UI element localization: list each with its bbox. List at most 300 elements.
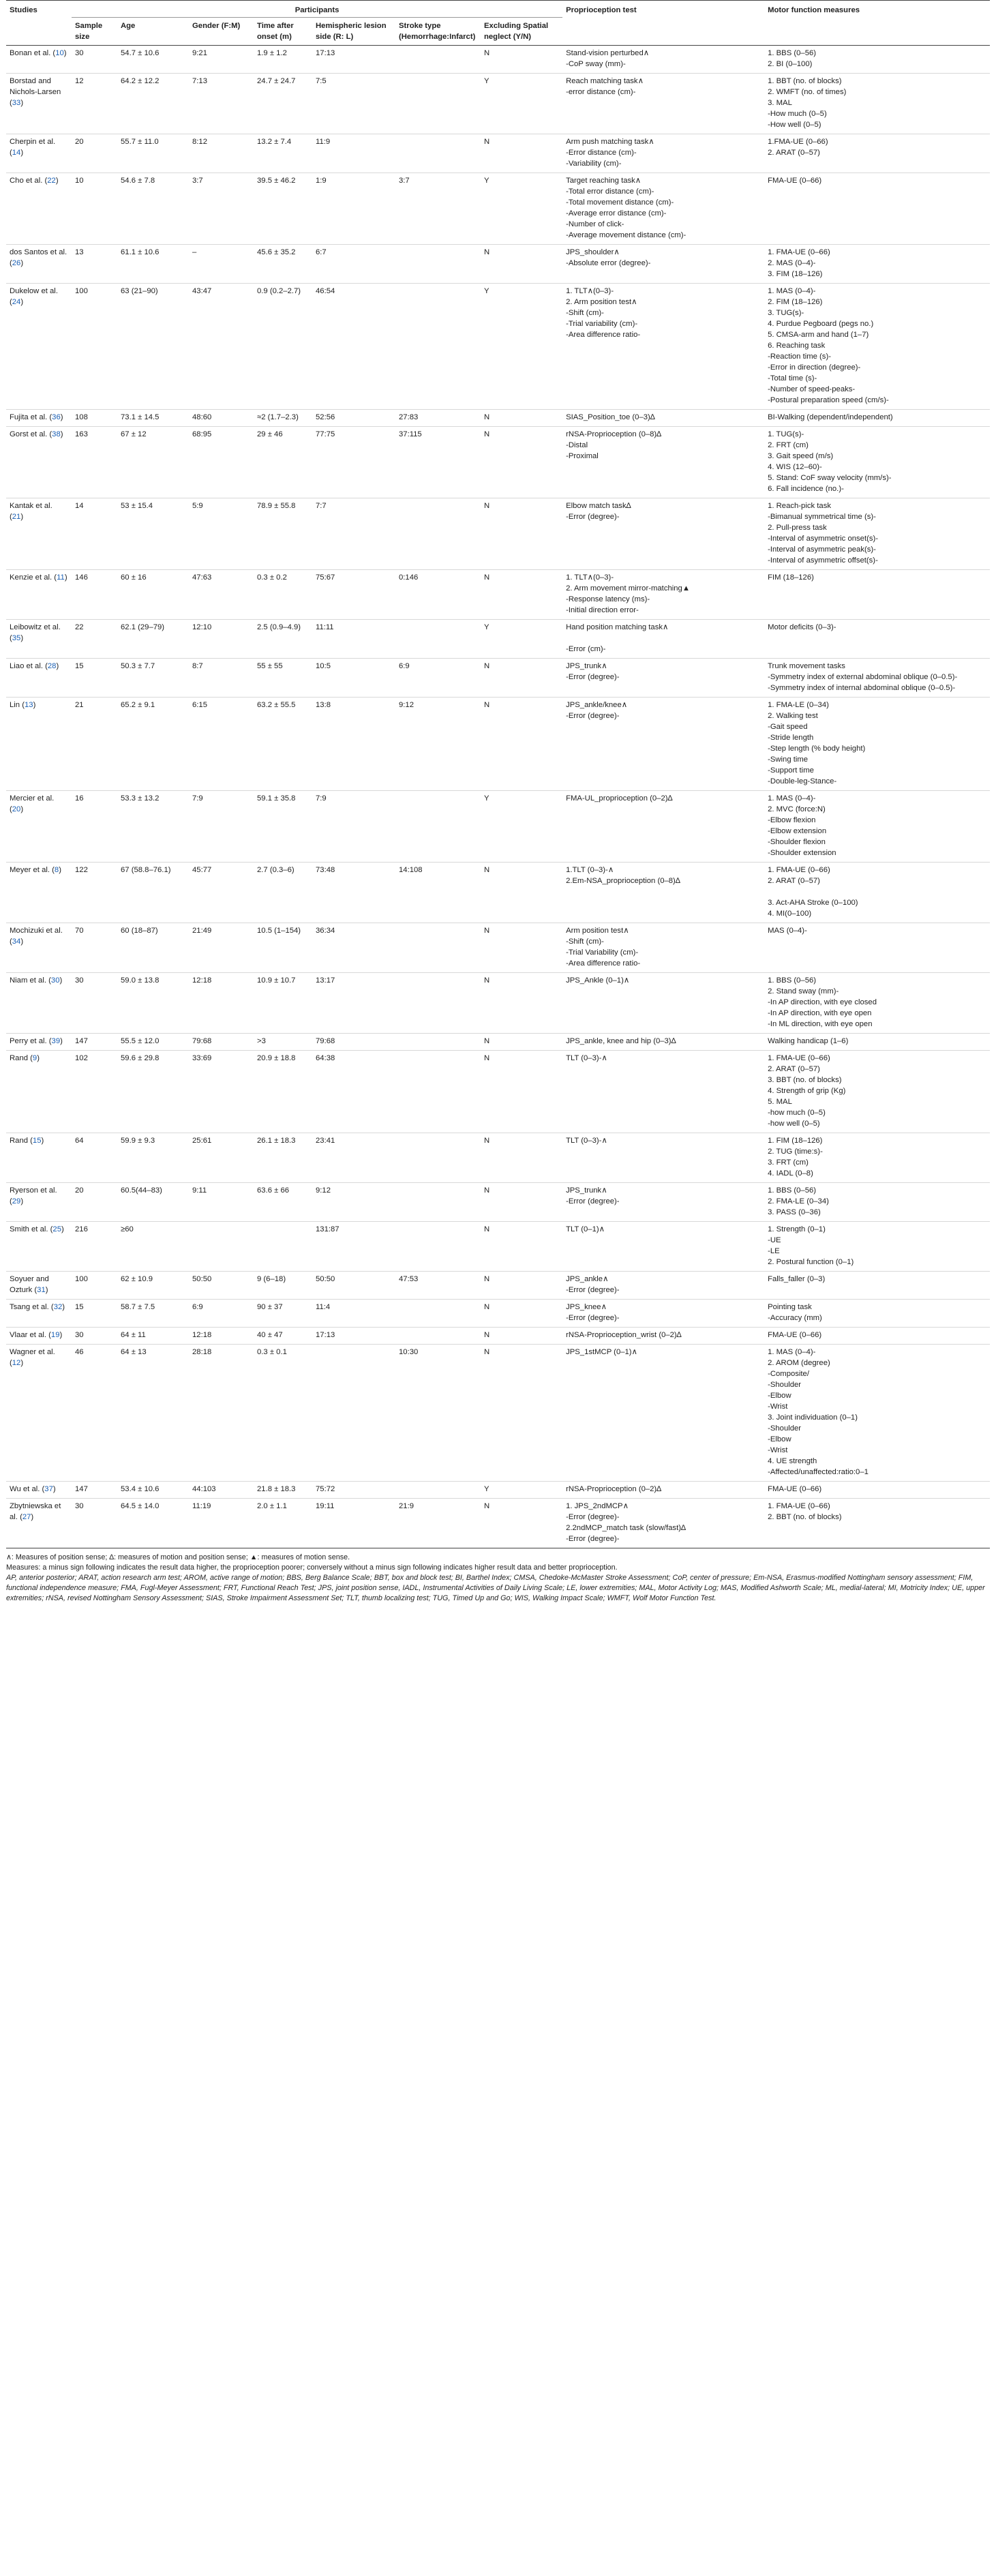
motor-line: -How well (0–5) — [768, 121, 821, 129]
study-name-tail: ) — [59, 866, 61, 874]
reference-link[interactable]: 38 — [52, 430, 61, 438]
reference-link[interactable]: 30 — [50, 976, 60, 985]
motor-line: 1. FMA-UE (0–66) — [768, 1502, 830, 1510]
motor-cell — [764, 791, 990, 863]
table-body — [6, 46, 990, 1548]
study-name-tail: ) — [20, 99, 24, 107]
time-cell: 20.9 ± 18.8 — [254, 1051, 312, 1133]
hemispheric-cell: 75:67 — [312, 570, 395, 620]
motor-line: -Interval of asymmetric peak(s)- — [768, 545, 876, 554]
reference-link[interactable]: 15 — [32, 1137, 42, 1145]
motor-cell — [764, 1499, 990, 1548]
time-cell: 59.1 ± 35.8 — [254, 791, 312, 863]
motor-line: -Elbow extension — [768, 827, 827, 835]
motor-line: 1. FMA-UE (0–66) — [768, 248, 830, 256]
time-cell: 13.2 ± 7.4 — [254, 134, 312, 173]
table-row — [6, 1272, 990, 1300]
study-name: Cherpin et al. ( — [10, 138, 56, 157]
proprioception-cell — [562, 1133, 764, 1183]
motor-line: 3. BBT (no. of blocks) — [768, 1076, 842, 1084]
proprioception-cell — [562, 1051, 764, 1133]
time-cell: 90 ± 37 — [254, 1300, 312, 1328]
proprioception-line: -Trial Variability (cm)- — [566, 948, 639, 957]
sample-size-cell: 13 — [72, 245, 117, 284]
neglect-cell: Y — [481, 74, 562, 134]
study-name-tail: ) — [20, 1197, 24, 1205]
motor-line: 1. BBS (0–56) — [768, 1186, 817, 1195]
motor-line: -Elbow — [768, 1435, 791, 1443]
proprioception-line: TLT (0–3)-∧ — [566, 1137, 607, 1145]
study-name: Bonan et al. ( — [10, 49, 56, 57]
proprioception-line: -Error (degree)- — [566, 712, 620, 720]
proprioception-line: JPS_shoulder∧ — [566, 248, 620, 256]
sample-size-cell: 16 — [72, 791, 117, 863]
proprioception-line: -Response latency (ms)- — [566, 595, 650, 603]
gender-cell: 12:18 — [189, 973, 254, 1034]
proprioception-cell — [562, 1345, 764, 1482]
age-cell: 67 (58.8–76.1) — [117, 863, 189, 923]
stroke-type-cell: 21:9 — [395, 1499, 481, 1548]
study-name-tail: ) — [20, 805, 24, 813]
motor-line: 2. Postural function (0–1) — [768, 1258, 854, 1266]
hemispheric-cell: 52:56 — [312, 410, 395, 427]
neglect-cell: N — [481, 698, 562, 791]
sample-size-cell: 64 — [72, 1133, 117, 1183]
reference-link[interactable]: 20 — [12, 805, 21, 813]
study-name-tail: ) — [37, 1054, 40, 1062]
reference-link[interactable]: 29 — [12, 1197, 21, 1205]
reference-link[interactable]: 8 — [54, 866, 59, 874]
proprioception-line: -Average error distance (cm)- — [566, 209, 667, 218]
study-name-tail: ) — [20, 1359, 24, 1367]
motor-line: -Support time — [768, 766, 814, 775]
proprioception-line: 1. TLT∧(0–3)- — [566, 287, 614, 295]
stroke-type-cell — [395, 1300, 481, 1328]
stroke-type-cell — [395, 791, 481, 863]
motor-cell — [764, 74, 990, 134]
age-cell: 55.5 ± 12.0 — [117, 1034, 189, 1051]
reference-link[interactable]: 35 — [12, 634, 21, 642]
sample-size-cell: 30 — [72, 1499, 117, 1548]
proprioception-cell — [562, 1300, 764, 1328]
proprioception-cell — [562, 1034, 764, 1051]
hemispheric-cell: 11:9 — [312, 134, 395, 173]
motor-line: -In ML direction, with eye open — [768, 1020, 873, 1028]
motor-line: 3. Joint individuation (0–1) — [768, 1413, 858, 1422]
stroke-type-cell: 14:108 — [395, 863, 481, 923]
stroke-type-cell — [395, 1328, 481, 1345]
gender-cell: 6:15 — [189, 698, 254, 791]
motor-line: FMA-UE (0–66) — [768, 1485, 822, 1493]
study-cell — [6, 863, 72, 923]
neglect-cell: N — [481, 1034, 562, 1051]
reference-link[interactable]: 32 — [53, 1303, 63, 1311]
sample-size-cell: 163 — [72, 427, 117, 498]
reference-link[interactable]: 28 — [47, 662, 57, 670]
motor-line: 5. MAL — [768, 1098, 792, 1106]
reference-link[interactable]: 39 — [51, 1037, 61, 1045]
proprioception-line: -Error (degree)- — [566, 1314, 620, 1322]
proprioception-line: -Distal — [566, 441, 588, 449]
proprioception-line: -Error (degree)- — [566, 1286, 620, 1294]
motor-line: -Shoulder flexion — [768, 838, 826, 846]
motor-line: -Symmetry index of internal abdominal oblique (0–0.5)- — [768, 684, 956, 692]
study-name-tail: ) — [52, 1485, 56, 1493]
proprioception-line: -Number of click- — [566, 220, 624, 228]
hemispheric-cell: 11:4 — [312, 1300, 395, 1328]
motor-line: 1. MAS (0–4)- — [768, 1348, 816, 1356]
motor-cell — [764, 1300, 990, 1328]
reference-link[interactable]: 31 — [37, 1286, 46, 1294]
study-cell — [6, 46, 72, 74]
proprioception-line: -Area difference ratio- — [566, 959, 641, 968]
motor-line: 3. FRT (cm) — [768, 1158, 809, 1167]
sample-size-cell: 20 — [72, 1183, 117, 1222]
motor-cell — [764, 245, 990, 284]
proprioception-line: Arm position test∧ — [566, 927, 629, 935]
neglect-cell: N — [481, 570, 562, 620]
motor-line: 2. Walking test — [768, 712, 818, 720]
study-name-tail: ) — [60, 430, 63, 438]
motor-line: -Accuracy (mm) — [768, 1314, 822, 1322]
proprioception-cell — [562, 1222, 764, 1272]
sample-size-cell: 122 — [72, 863, 117, 923]
motor-line: -Shoulder extension — [768, 849, 836, 857]
motor-cell — [764, 1051, 990, 1133]
motor-line: 1. BBT (no. of blocks) — [768, 77, 842, 85]
study-name: Zbytniewska et al. ( — [10, 1502, 61, 1521]
age-cell: 64 ± 11 — [117, 1328, 189, 1345]
sample-size-cell: 20 — [72, 134, 117, 173]
hemispheric-cell: 11:11 — [312, 620, 395, 659]
study-name-tail: ) — [62, 1303, 65, 1311]
motor-line: 5. Stand: CoF sway velocity (mm/s)- — [768, 474, 892, 482]
reference-link[interactable]: 25 — [52, 1225, 61, 1233]
reference-link[interactable]: 9 — [32, 1054, 37, 1062]
motor-line: -Swing time — [768, 755, 809, 764]
study-cell — [6, 1222, 72, 1272]
proprioception-cell — [562, 863, 764, 923]
reference-link[interactable]: 26 — [12, 259, 21, 267]
motor-cell — [764, 1034, 990, 1051]
sample-size-cell: 30 — [72, 46, 117, 74]
proprioception-line: -Area difference ratio- — [566, 331, 641, 339]
motor-line: 6. Fall incidence (no.)- — [768, 485, 844, 493]
sample-size-cell: 146 — [72, 570, 117, 620]
study-cell — [6, 1133, 72, 1183]
proprioception-line: JPS_ankle, knee and hip (0–3)∆ — [566, 1037, 676, 1045]
gender-cell: 33:69 — [189, 1051, 254, 1133]
motor-line: 5. CMSA-arm and hand (1–7) — [768, 331, 869, 339]
reference-link[interactable]: 36 — [52, 413, 61, 421]
age-cell: 60.5(44–83) — [117, 1183, 189, 1222]
proprioception-line: -Shift (cm)- — [566, 309, 604, 317]
age-cell: 64.2 ± 12.2 — [117, 74, 189, 134]
motor-line: 2. MVC (force:N) — [768, 805, 826, 813]
motor-line: MAS (0–4)- — [768, 927, 807, 935]
hemispheric-cell: 73:48 — [312, 863, 395, 923]
motor-line: Trunk movement tasks — [768, 662, 845, 670]
sample-size-cell: 15 — [72, 1300, 117, 1328]
neglect-cell: N — [481, 134, 562, 173]
table-row — [6, 791, 990, 863]
gender-cell: 48:60 — [189, 410, 254, 427]
sample-size-cell: 147 — [72, 1482, 117, 1499]
motor-line: -Shoulder — [768, 1381, 802, 1389]
proprioception-line: -Error (degree)- — [566, 513, 620, 521]
age-cell: 60 (18–87) — [117, 923, 189, 973]
hemispheric-cell: 10:5 — [312, 659, 395, 698]
gender-cell: 43:47 — [189, 284, 254, 410]
stroke-type-cell — [395, 1222, 481, 1272]
motor-cell — [764, 1482, 990, 1499]
table-row — [6, 1183, 990, 1222]
neglect-cell: N — [481, 427, 562, 498]
stroke-type-cell — [395, 1034, 481, 1051]
motor-line: 4. IADL (0–8) — [768, 1169, 813, 1178]
study-name-tail: ) — [55, 177, 59, 185]
study-cell — [6, 570, 72, 620]
gender-cell: 6:9 — [189, 1300, 254, 1328]
study-name: Cho et al. ( — [10, 177, 48, 185]
neglect-cell: N — [481, 46, 562, 74]
hemispheric-cell: 79:68 — [312, 1034, 395, 1051]
motor-cell — [764, 284, 990, 410]
motor-line: Falls_faller (0–3) — [768, 1275, 826, 1283]
proprioception-cell — [562, 245, 764, 284]
age-cell: 59.0 ± 13.8 — [117, 973, 189, 1034]
gender-cell: 8:7 — [189, 659, 254, 698]
motor-line: 1. FMA-UE (0–66) — [768, 1054, 830, 1062]
study-name-tail: ) — [31, 1513, 34, 1521]
motor-line: 2. ARAT (0–57) — [768, 1065, 820, 1073]
motor-line: 3. MAL — [768, 99, 792, 107]
study-name-tail: ) — [20, 634, 24, 642]
sample-size-cell: 100 — [72, 1272, 117, 1300]
reference-link[interactable]: 10 — [55, 49, 64, 57]
table-row — [6, 498, 990, 570]
study-cell — [6, 1499, 72, 1548]
proprioception-line: JPS_ankle∧ — [566, 1275, 609, 1283]
time-cell: 55 ± 55 — [254, 659, 312, 698]
gender-cell: 50:50 — [189, 1272, 254, 1300]
motor-cell — [764, 1345, 990, 1482]
header-stroke-type: Stroke type (Hemorrhage:Infarct) — [395, 18, 481, 46]
proprioception-line: -Error (cm)- — [566, 645, 606, 653]
table-row — [6, 1034, 990, 1051]
stroke-type-cell: 10:30 — [395, 1345, 481, 1482]
neglect-cell: N — [481, 1222, 562, 1272]
proprioception-cell — [562, 923, 764, 973]
reference-link[interactable]: 13 — [24, 701, 33, 709]
motor-line: 1. Reach-pick task — [768, 502, 832, 510]
reference-link[interactable]: 37 — [44, 1485, 53, 1493]
motor-line: -Reaction time (s)- — [768, 353, 831, 361]
proprioception-line: Arm push matching task∧ — [566, 138, 654, 146]
age-cell: 53.3 ± 13.2 — [117, 791, 189, 863]
stroke-type-cell — [395, 74, 481, 134]
proprioception-cell — [562, 1499, 764, 1548]
hemispheric-cell: 77:75 — [312, 427, 395, 498]
proprioception-cell — [562, 498, 764, 570]
study-name: Wu et al. ( — [10, 1485, 45, 1493]
motor-line: -Stride length — [768, 734, 814, 742]
age-cell: 60 ± 16 — [117, 570, 189, 620]
hemispheric-cell: 6:7 — [312, 245, 395, 284]
time-cell: 29 ± 46 — [254, 427, 312, 498]
motor-line: 2. FIM (18–126) — [768, 298, 823, 306]
neglect-cell: N — [481, 498, 562, 570]
header-participants: Participants — [72, 1, 562, 18]
study-name: Lin ( — [10, 701, 25, 709]
motor-cell — [764, 570, 990, 620]
reference-link[interactable]: 22 — [47, 177, 56, 185]
motor-line: -How much (0–5) — [768, 110, 827, 118]
neglect-cell: Y — [481, 791, 562, 863]
age-cell: 62 ± 10.9 — [117, 1272, 189, 1300]
study-name: Rand ( — [10, 1137, 33, 1145]
motor-line: -Gait speed — [768, 723, 808, 731]
age-cell: 55.7 ± 11.0 — [117, 134, 189, 173]
hemispheric-cell: 1:9 — [312, 173, 395, 245]
age-cell: 53.4 ± 10.6 — [117, 1482, 189, 1499]
age-cell: 53 ± 15.4 — [117, 498, 189, 570]
gender-cell: 21:49 — [189, 923, 254, 973]
neglect-cell: N — [481, 1183, 562, 1222]
sample-size-cell: 30 — [72, 973, 117, 1034]
proprioception-line: -error distance (cm)- — [566, 88, 636, 96]
header-studies: Studies — [6, 1, 72, 18]
study-cell — [6, 698, 72, 791]
motor-line: -Postural preparation speed (cm/s)- — [768, 396, 889, 404]
study-name-tail: ) — [64, 573, 67, 582]
motor-cell — [764, 1183, 990, 1222]
study-cell — [6, 134, 72, 173]
time-cell — [254, 1222, 312, 1272]
motor-line: Walking handicap (1–6) — [768, 1037, 849, 1045]
motor-line: -Elbow — [768, 1392, 791, 1400]
motor-line: 2. ARAT (0–57) — [768, 149, 820, 157]
table-row — [6, 863, 990, 923]
age-cell: 73.1 ± 14.5 — [117, 410, 189, 427]
table-row — [6, 1345, 990, 1482]
study-name-tail: ) — [33, 701, 36, 709]
study-cell — [6, 427, 72, 498]
stroke-type-cell — [395, 284, 481, 410]
motor-line: 3. Act-AHA Stroke (0–100) — [768, 899, 858, 907]
motor-cell — [764, 427, 990, 498]
table-row — [6, 659, 990, 698]
age-cell: 50.3 ± 7.7 — [117, 659, 189, 698]
proprioception-cell — [562, 1328, 764, 1345]
motor-line: 1. TUG(s)- — [768, 430, 804, 438]
hemispheric-cell: 131:87 — [312, 1222, 395, 1272]
study-cell — [6, 1482, 72, 1499]
study-name-tail: ) — [56, 662, 59, 670]
hemispheric-cell: 17:13 — [312, 46, 395, 74]
motor-line: -Symmetry index of external abdominal oblique (0–0.5)- — [768, 673, 958, 681]
age-cell: 62.1 (29–79) — [117, 620, 189, 659]
study-name: Soyuer and Ozturk ( — [10, 1275, 49, 1294]
study-name: Leibowitz et al. ( — [10, 623, 61, 642]
motor-line: 4. MI(0–100) — [768, 910, 812, 918]
gender-cell: 3:7 — [189, 173, 254, 245]
motor-line: -Elbow flexion — [768, 816, 816, 824]
study-name: Mochizuki et al. ( — [10, 927, 63, 946]
study-name: Mercier et al. ( — [10, 794, 55, 813]
motor-line: -Number of speed-peaks- — [768, 385, 856, 393]
study-name: Kantak et al. ( — [10, 502, 52, 521]
motor-line: 2. Pull-press task — [768, 524, 827, 532]
stroke-type-cell — [395, 973, 481, 1034]
proprioception-cell — [562, 620, 764, 659]
header-hemispheric: Hemispheric lesion side (R: L) — [312, 18, 395, 46]
stroke-type-cell: 47:53 — [395, 1272, 481, 1300]
age-cell: 54.7 ± 10.6 — [117, 46, 189, 74]
reference-link[interactable]: 33 — [12, 99, 21, 107]
motor-line: -Affected/unaffected:ratio:0–1 — [768, 1468, 869, 1476]
motor-line: 3. PASS (0–36) — [768, 1208, 821, 1216]
gender-cell: 9:21 — [189, 46, 254, 74]
reference-link[interactable]: 34 — [12, 938, 21, 946]
motor-cell — [764, 698, 990, 791]
motor-line: 1. MAS (0–4)- — [768, 287, 816, 295]
motor-line: 2. WMFT (no. of times) — [768, 88, 847, 96]
motor-line: 1. Strength (0–1) — [768, 1225, 826, 1233]
reference-link[interactable]: 21 — [12, 513, 21, 521]
proprioception-line: -Error (degree)- — [566, 673, 620, 681]
reference-link[interactable]: 19 — [50, 1331, 60, 1339]
reference-link[interactable]: 11 — [57, 573, 65, 582]
proprioception-line: 2.Em-NSA_proprioception (0–8)∆ — [566, 877, 680, 885]
proprioception-cell — [562, 1183, 764, 1222]
reference-link[interactable]: 12 — [12, 1359, 21, 1367]
proprioception-line: JPS_ankle/knee∧ — [566, 701, 627, 709]
motor-line: 3. FIM (18–126) — [768, 270, 823, 278]
study-name: Niam et al. ( — [10, 976, 51, 985]
study-name: Kenzie et al. ( — [10, 573, 57, 582]
proprioception-line: JPS_knee∧ — [566, 1303, 607, 1311]
study-name-tail: ) — [20, 513, 24, 521]
motor-cell — [764, 973, 990, 1034]
reference-link[interactable]: 24 — [12, 298, 21, 306]
table-row — [6, 134, 990, 173]
stroke-type-cell — [395, 1482, 481, 1499]
motor-line: -Bimanual symmetrical time (s)- — [768, 513, 876, 521]
motor-cell — [764, 134, 990, 173]
motor-cell — [764, 1328, 990, 1345]
reference-link[interactable]: 27 — [22, 1513, 31, 1521]
motor-line: FIM (18–126) — [768, 573, 814, 582]
motor-cell — [764, 1133, 990, 1183]
time-cell: 78.9 ± 55.8 — [254, 498, 312, 570]
stroke-type-cell — [395, 46, 481, 74]
motor-line: 3. Gait speed (m/s) — [768, 452, 834, 460]
hemispheric-cell: 75:72 — [312, 1482, 395, 1499]
reference-link[interactable]: 14 — [12, 149, 21, 157]
hemispheric-cell: 19:11 — [312, 1499, 395, 1548]
neglect-cell: Y — [481, 284, 562, 410]
motor-line: -how well (0–5) — [768, 1120, 820, 1128]
neglect-cell: Y — [481, 620, 562, 659]
table-row — [6, 427, 990, 498]
table-row — [6, 698, 990, 791]
hemispheric-cell: 7:5 — [312, 74, 395, 134]
neglect-cell: N — [481, 1328, 562, 1345]
neglect-cell: N — [481, 245, 562, 284]
motor-line: FMA-UE (0–66) — [768, 177, 822, 185]
motor-cell — [764, 659, 990, 698]
